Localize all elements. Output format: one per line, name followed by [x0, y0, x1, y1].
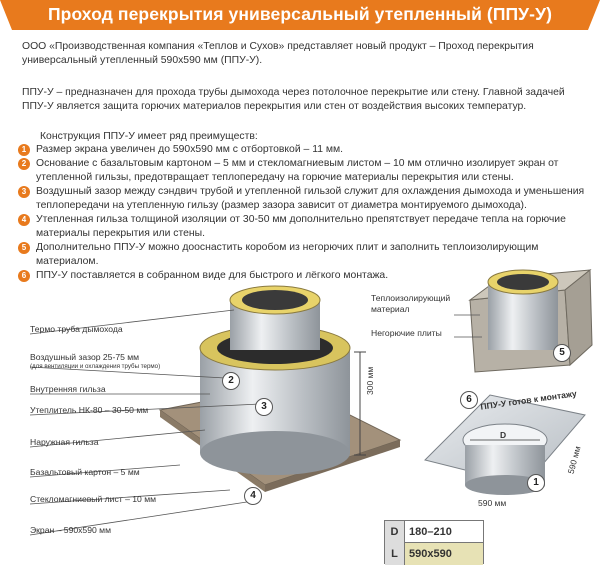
- number-badge: 6: [18, 270, 30, 282]
- label-thermo-pipe: Термо труба дымохода: [30, 324, 123, 334]
- label-inner-sleeve: Внутренняя гильза: [30, 384, 106, 394]
- callout-badge-4: 4: [244, 487, 262, 505]
- intro-paragraph: ООО «Производственная компания «Теплов и Сухов» представляет новый продукт – Проход перекрытия универсальный утепленный 590х590 мм (ППУ-У).: [22, 41, 534, 66]
- number-badge: 5: [18, 242, 30, 254]
- spec-row-l: [385, 543, 483, 565]
- label-screen: Экран – 590х590 мм: [30, 525, 111, 535]
- spec-key-l: L: [385, 543, 405, 565]
- number-badge: 1: [18, 144, 30, 156]
- label-heat-insulating-2: материал: [371, 304, 410, 314]
- callout-badge-2: 2: [222, 372, 240, 390]
- label-air-gap: Воздушный зазор 25-75 мм: [30, 352, 140, 362]
- list-item: 2 Основание с базальтовым картоном – 5 мм и стекломагниевым листом – 10 мм отлично изолирует экран от утепленной гильзы, предотвращает теплопередачу на горючие материалы перекрытия или стены.: [18, 157, 588, 185]
- callout-badge-3: 3: [255, 398, 273, 416]
- list-item: 3 Воздушный зазор между сэндвич трубой и утепленной гильзой служит для охлаждения дымохода и уменьшения теплопередачи на утепленную гильзу (размер зазора зависит от диаметра монтируемого дымохода).: [18, 185, 588, 213]
- label-outer-sleeve: Наружная гильза: [30, 437, 99, 447]
- callout-badge-6: 6: [460, 391, 478, 409]
- purpose-paragraph: ППУ-У – предназначен для прохода трубы дымохода через потолочное перекрытие или стену. Главной задачей ППУ-У является защита горючих материалов перекрытия или стен от воздействия высоких температур.: [22, 87, 565, 112]
- dimension-d: D: [500, 430, 507, 440]
- list-item: 5 Дополнительно ППУ-У можно дооснастить коробом из негорючих плит и заполнить теплоизолирующим материалом.: [18, 241, 588, 269]
- spec-value-d: 180–210: [409, 526, 452, 538]
- number-badge: 4: [18, 214, 30, 226]
- label-basalt: Базальтовый картон – 5 мм: [30, 467, 140, 477]
- advantages-heading: Конструкция ППУ-У имеет ряд преимуществ:: [40, 131, 258, 142]
- spec-row-d: [385, 521, 483, 543]
- callout-badge-1: 1: [527, 474, 545, 492]
- spec-value-l: 590х590: [409, 548, 452, 560]
- thermo-pipe: [230, 286, 320, 350]
- label-ready: ППУ-У готов к монтажу: [479, 388, 578, 412]
- list-item: 6 ППУ-У поставляется в собранном виде для быстрого и лёгкого монтажа.: [18, 269, 588, 283]
- label-air-gap-note: (для вентиляции и охлаждения трубы термо): [30, 363, 161, 370]
- list-item: 1 Размер экрана увеличен до 590х590 мм с отбортовкой – 11 мм.: [18, 143, 588, 157]
- dimension-width: 590 мм: [478, 498, 507, 508]
- list-item: 4 Утепленная гильза толщиной изоляции от 30-50 мм дополнительно препятствует передаче тепла на горючие материалы перекрытия или стены.: [18, 213, 588, 241]
- callout-badge-5: 5: [553, 344, 571, 362]
- dimension-height: 300 мм: [365, 366, 375, 395]
- dimension-depth: 590 мм: [565, 445, 583, 475]
- label-non-combustible: Негорючие плиты: [371, 328, 442, 338]
- page-title: Проход перекрытия универсальный утепленный (ППУ-У): [47, 4, 553, 24]
- number-badge: 3: [18, 186, 30, 198]
- label-heat-insulating: Теплоизолирующий: [371, 293, 451, 303]
- box-illustration: [470, 270, 592, 372]
- plate-illustration: [425, 395, 585, 495]
- spec-key-d: D: [385, 521, 405, 543]
- label-insulation: Утеплитель НК-80 – 30-50 мм: [30, 405, 149, 415]
- label-glass-magnesium: Стекломагниевый лист – 10 мм: [30, 494, 157, 504]
- number-badge: 2: [18, 158, 30, 170]
- spec-table: [384, 520, 484, 564]
